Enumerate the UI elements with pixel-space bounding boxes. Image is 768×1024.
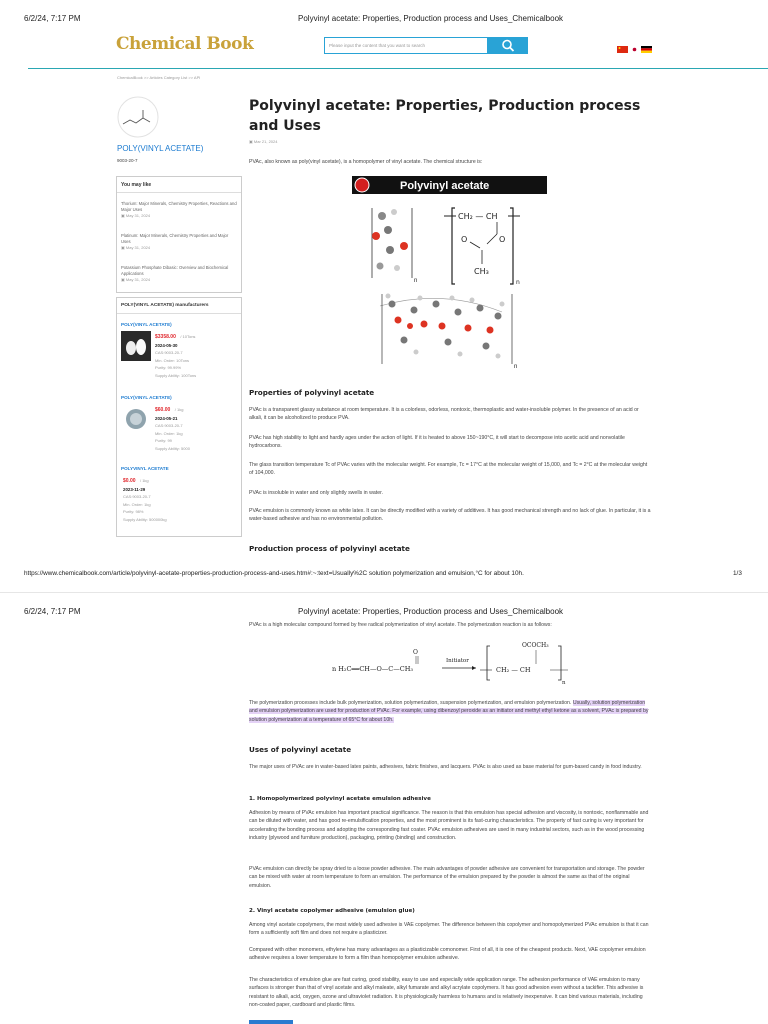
print-datetime: 6/2/24, 7:17 PM — [24, 14, 81, 23]
manufacturers-box — [116, 297, 242, 537]
manufacturer-name[interactable]: POLYVINYL ACETATE — [121, 466, 169, 471]
search-button[interactable] — [488, 37, 528, 54]
product-thumbnail[interactable] — [121, 331, 151, 361]
article-link[interactable]: Thorium: Major Minerals, Chemistry Properties, Reactions and Major Uses — [121, 201, 237, 212]
uses-paragraph: Compared with other monomers, ethylene has many advantages as a plasticizable comonomer. First of all, it is one of the cheapest products. Next, VAE copolymer emulsion adhesive requires a lower temperature to form a film than homopolymer emulsion adhesive. — [249, 947, 646, 962]
product-name[interactable]: POLY(VINYL ACETATE) — [117, 144, 204, 153]
uses-paragraph: Adhesion by means of PVAc emulsion has important practical significance. The reason is that this emulsion has special adhesion and viscosity, is nontoxic, nonflammable and can be diluted with water, and has good re-emulsification properties, and the most prominent is its fast-curing characteristics. The property of fast curing is very important for accelerating the bonding process and adopting the corresponding fast coater. PVAc emulsion adhesives are used in many industrial sectors, such as in the wood processing industry (plywood and furniture production), packaging, printing (binding) and construction. — [249, 810, 649, 842]
uses-paragraph: PVAc emulsion can directly be spray dried to a loose powder adhesive. The main advantages of powder adhesive are convenient for transportation and storage. The powder can be mixed with water at room temperature to form an emulsion. The performance of the emulsion prepared by the powder is almost the same as that of the original emulsion. — [249, 866, 645, 889]
uses-subheading-1: 1. Homopolymerized polyvinyl acetate emulsion adhesive — [249, 796, 431, 802]
language-flags[interactable] — [617, 41, 653, 59]
flag-de-icon — [641, 46, 652, 48]
formula-methyl: CH₃ — [474, 267, 489, 276]
article-intro: PVAc, also known as poly(vinyl acetate), is a homopolymer of vinyl acetate. The chemical structure is: — [249, 159, 483, 165]
figure-title: Polyvinyl acetate — [400, 180, 490, 192]
product-structure-image — [117, 96, 159, 143]
page-break — [0, 592, 768, 593]
svg-text:n: n — [414, 278, 418, 284]
uses-paragraph: The major uses of PVAc are in water-based latex paints, adhesives, fabric finishes, and lacquers. PVAc is also used as base material for gum-based candy in food industry. — [249, 764, 642, 770]
reaction-initiator: Initiator — [446, 658, 469, 664]
formula-oxygen-1: O — [461, 235, 468, 244]
svg-text:O: O — [413, 649, 418, 656]
manufacturer-name[interactable]: POLY(VINYL ACETATE) — [121, 322, 172, 327]
production-paragraph: The polymerization processes include bulk polymerization, solution polymerization, suspension polymerization, and emulsion polymerization. Usually, solution polymerization and emulsion polymerization are used for production of PVAc. For example, using dibenzoyl peroxide as an initiator and methyl ethyl ketone as a solvent, PVAc is prepared by solution polymerization at a temperature of 65°C for about 10h. — [249, 700, 649, 723]
print-page-number: 1/3 — [733, 570, 742, 577]
article-link[interactable]: Platinum: Major Minerals, Chemistry Properties and Major Uses — [121, 233, 229, 244]
production-paragraph: PVAc is a high molecular compound formed by free radical polymerization of vinyl acetate. The polymerization reaction is as follows: — [249, 622, 552, 628]
list-item[interactable] — [121, 233, 237, 250]
uses-paragraph: Among vinyl acetate copolymers, the most widely used adhesive is VAE copolymer. The difference between this copolymer and homopolymerized PVAc emulsion is that it can form a sufficiently soft film and does not require a plasticizer. — [249, 922, 649, 937]
properties-paragraph: PVAc is insoluble in water and only slightly swells in water. — [249, 490, 383, 496]
print-url: https://www.chemicalbook.com/article/polyvinyl-acetate-properties-production-process-and-uses.htm#:~:text=Usually%2C solution polymerization and emulsion,°C for about 10h. — [24, 570, 524, 577]
search-icon — [488, 37, 528, 54]
properties-paragraph: PVAc has high stability to light and hardly ages under the action of light. If it is heated to above 150~190°C, it will start to decompose into acetic acid and nonvolatile hydrocarbons. — [249, 435, 625, 450]
you-may-like-box — [116, 176, 242, 293]
product-cas: 9003-20-7 — [117, 158, 138, 163]
search-input[interactable]: Please input the content that you want to search — [324, 37, 488, 54]
reaction-n: n — [562, 680, 566, 686]
uses-subheading-2: 2. Vinyl acetate copolymer adhesive (emulsion glue) — [249, 908, 415, 914]
list-item[interactable] — [121, 265, 237, 282]
breadcrumb[interactable]: ChemicalBook >> Articles Category List >> API — [117, 75, 201, 80]
properties-paragraph: PVAc is a transparent glassy substance at room temperature. It is a colorless, odorless, nontoxic, thermoplastic and water-insoluble polymer. In the presence of an acid or alkali, it can be alcoholized to produce PVA. — [249, 407, 639, 422]
polymerization-reaction — [330, 640, 590, 688]
polyvinyl-acetate-figure — [352, 176, 548, 372]
formula-chain: CH₂ — CH — [458, 212, 498, 221]
reaction-sidegroup: OCOCH₃ — [522, 642, 549, 649]
header-divider — [28, 68, 768, 69]
article-date: ▣ May 31, 2024 — [121, 245, 151, 250]
properties-heading: Properties of polyvinyl acetate — [249, 388, 375, 397]
manufacturer-details: $60.00 / 1kg 2024-05-21 CAS:9003-20-7 Min. Order: 1kg Purity: 99 Supply Ability: 5000 — [155, 407, 190, 451]
properties-paragraph: PVAc emulsion is commonly known as white latex. It can be directly modified with a variety of additives. It has good mechanical strength and no lack of glue. In particular, it is a water-based adhesive and has no environmental pollution. — [249, 508, 651, 523]
production-heading: Production process of polyvinyl acetate — [249, 544, 410, 553]
reaction-product: CH₂ — CH — [496, 666, 531, 674]
manufacturer-name[interactable]: POLY(VINYL ACETATE) — [121, 395, 172, 400]
reaction-reactant: n H₂C══CH—O—C—CH₃ — [332, 665, 414, 673]
formula-oxygen-2: O — [499, 235, 506, 244]
share-buttons[interactable] — [249, 1020, 293, 1024]
print-title: Polyvinyl acetate: Properties, Production process and Uses_Chemicalbook — [298, 607, 564, 616]
article-date: ▣ Mar 21, 2024 — [249, 139, 278, 144]
manufacturer-details: $3358.00 / 10Tons 2024-05-30 CAS:9003-20-7 Min. Order: 10Tons Purity: 99.99% Supply Ability: 100Tons — [155, 334, 197, 378]
list-item[interactable] — [121, 201, 237, 218]
highlighted-text: Usually, solution polymerization and emulsion polymerization are used for production of PVAc. For example, using dibenzoyl peroxide as an initiator and methyl ethyl ketone as a solvent, PVAc is prepared by solution polymerization at a temperature of 65°C for about 10h. — [249, 700, 649, 723]
logo-icon — [355, 178, 369, 192]
product-thumbnail[interactable] — [125, 408, 147, 430]
print-datetime: 6/2/24, 7:17 PM — [24, 607, 81, 616]
article-title: Polyvinyl acetate: Properties, Production process and Uses — [249, 98, 641, 134]
manufacturers-title: POLY(VINYL ACETATE) manufacturers — [121, 303, 209, 308]
flag-cn-icon — [617, 46, 628, 53]
article-date: ▣ May 31, 2024 — [121, 213, 151, 218]
svg-text:n: n — [514, 364, 518, 370]
article-date: ▣ May 31, 2024 — [121, 277, 151, 282]
formula-n: n — [516, 279, 520, 286]
manufacturer-details: $0.00 / 1kg 2023-11-29 CAS:9003-20-7 Min. Order: 1kg Purity: 98% Supply Ability: 500000kg — [123, 478, 167, 522]
properties-paragraph: The glass transition temperature Tc of PVAc varies with the molecular weight. For example, Tc = 17°C at the molecular weight of 15,000, and Tc = 2°C at the molecular weight of 104,000. — [249, 462, 648, 477]
article-link[interactable]: Potassium Phosphate Dibasic: Overview and Biochemical Applications — [121, 265, 229, 276]
site-logo[interactable]: Chemical Book — [116, 34, 254, 54]
you-may-like-title: You may like — [121, 182, 152, 188]
print-title: Polyvinyl acetate: Properties, Production process and Uses_Chemicalbook — [298, 14, 564, 23]
uses-paragraph: The characteristics of emulsion glue are fast curing, good stability, easy to use and especially wide application range. The adhesion performance of VAE emulsion to many surfaces is stronger than that of vinyl acetate and alkyl maleate, alkyl fumarate and alkyl acrylate copolymers. It has good adhesion even without a tackifier. This adhesive is resistant to alkali, acid, oxygen, ozone and ultraviolet radiation. It is physiologically harmless to humans and is relatively inexpensive. It can bind various materials, including non-coated paper, cardboard and plastic films. — [249, 977, 644, 1009]
uses-heading: Uses of polyvinyl acetate — [249, 745, 352, 754]
